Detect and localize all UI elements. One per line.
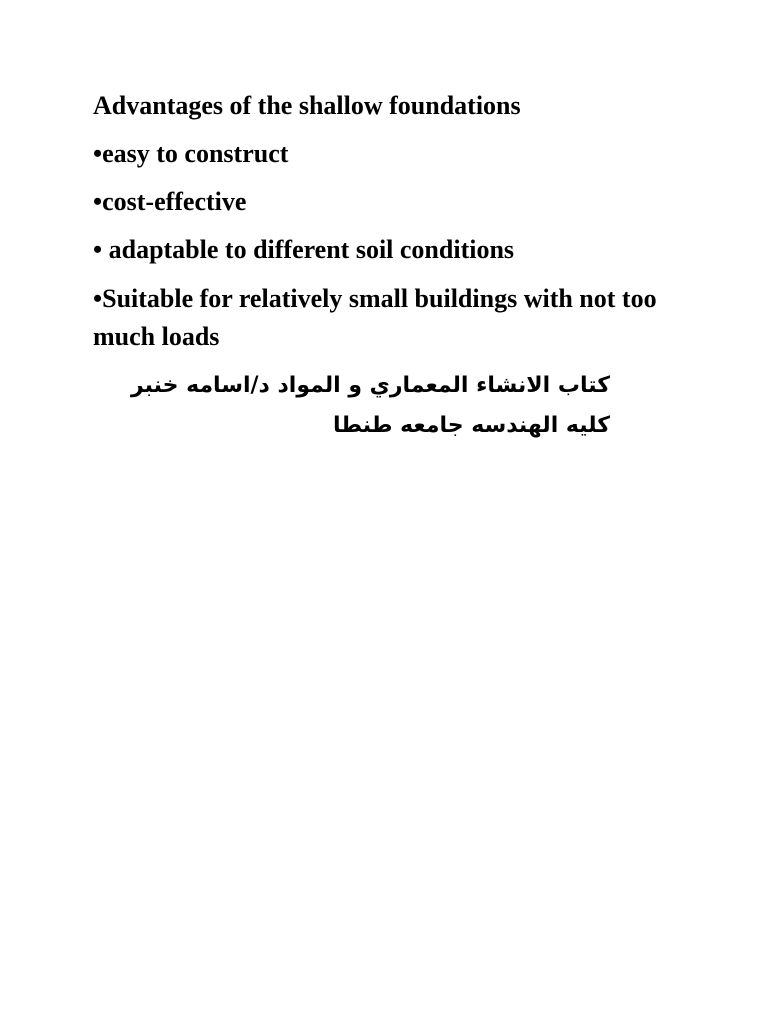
bullet-item: •Suitable for relatively small buildings with not too much loads [93,284,657,351]
bullet-item: •cost-effective [93,187,247,216]
bullet-item: •easy to construct [93,139,289,168]
bullet-item: • adaptable to different soil conditions [93,235,515,264]
document-title: Advantages of the shallow foundations [93,91,521,120]
arabic-reference-text: كتاب الانشاء المعماري و المواد د/اسامه خنبر كليه الهندسه جامعه طنطا [130,373,610,438]
